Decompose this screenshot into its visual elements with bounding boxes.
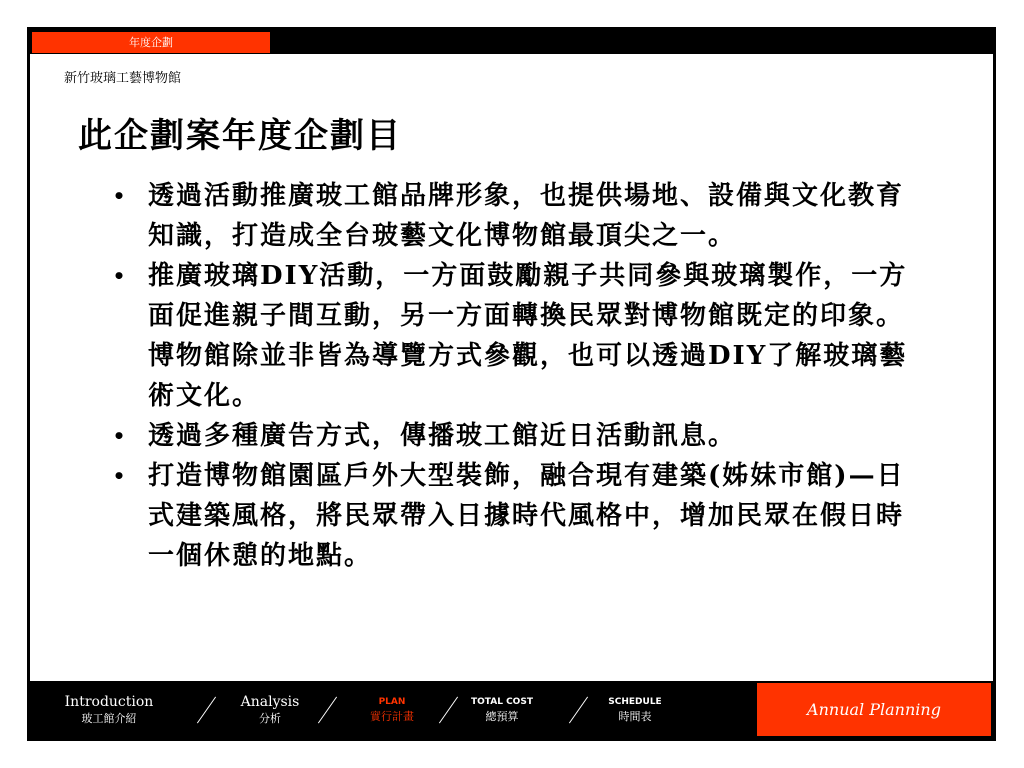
- nav-item-label-en: Analysis: [240, 693, 300, 710]
- bullet-icon: •: [112, 424, 128, 448]
- top-bar: [30, 30, 993, 54]
- nav-item-analysis[interactable]: [220, 681, 320, 738]
- nav-item-label-zh: 時間表: [618, 709, 652, 723]
- nav-item-introduction[interactable]: [44, 681, 174, 738]
- nav-item-label-en: Introduction: [64, 693, 154, 710]
- nav-item-label-en: TOTAL COST: [471, 696, 533, 707]
- nav-item-total-cost[interactable]: [452, 681, 552, 738]
- section-tab[interactable]: 年度企劃: [32, 32, 270, 53]
- slide-frame: [27, 27, 996, 741]
- nav-item-label-en: PLAN: [378, 696, 406, 707]
- bullet-icon: •: [112, 184, 128, 208]
- nav-divider: [318, 697, 337, 724]
- bullet-text: 透過活動推廣玻工館品牌形象，也提供場地、設備與文化教育知識，打造成全台玻藝文化博物館最頂尖之一。: [148, 181, 905, 251]
- annual-planning-tab[interactable]: Annual Planning: [757, 683, 991, 736]
- bullet-text: 打造博物館園區戶外大型裝飾，融合現有建築(姊妹市館)—日式建築風格，將民眾帶入日據時代風格中，增加民眾在假日時一個休憩的地點。: [148, 461, 905, 571]
- bullet-icon: •: [112, 264, 128, 288]
- bullet-item: [110, 416, 928, 456]
- nav-item-label-zh: 實行計畫: [370, 709, 414, 723]
- bullet-text: 透過多種廣告方式，傳播玻工館近日活動訊息。: [148, 421, 737, 451]
- bullet-item: [110, 456, 928, 576]
- bullet-text: 推廣玻璃DIY活動，一方面鼓勵親子共同參與玻璃製作，一方面促進親子間互動，另一方面轉換民眾對博物館既定的印象。博物館除並非皆為導覽方式參觀，也可以透過DIY了解玻璃藝術文化。: [148, 261, 908, 411]
- nav-item-label-zh: 分析: [259, 711, 281, 725]
- bullet-icon: •: [112, 464, 128, 488]
- nav-item-plan[interactable]: [342, 681, 442, 738]
- nav-item-label-zh: 玻工館介紹: [81, 711, 137, 725]
- nav-item-label-zh: 總預算: [485, 709, 519, 723]
- nav-item-schedule[interactable]: [585, 681, 685, 738]
- museum-name: 新竹玻璃工藝博物館: [64, 71, 182, 86]
- bullet-item: [110, 256, 928, 416]
- nav-item-label-en: SCHEDULE: [608, 696, 662, 707]
- bullet-item: [110, 176, 928, 256]
- slide-title: 此企劃案年度企劃目: [78, 116, 402, 156]
- bullet-list: [110, 176, 928, 576]
- bottom-nav-bar: [30, 681, 993, 738]
- nav-divider: [197, 697, 216, 724]
